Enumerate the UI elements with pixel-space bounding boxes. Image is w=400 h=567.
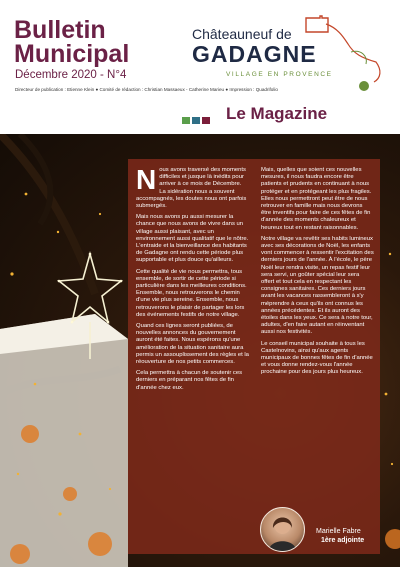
- paragraph: [136, 164, 249, 210]
- bulletin-title-line2: Municipal: [14, 40, 130, 68]
- author-role: 1ère adjointe: [321, 537, 365, 544]
- masthead: [0, 0, 400, 130]
- burgundy-square: [202, 117, 210, 124]
- paragraph-text: ous avons traversé des moments difficiles et jusque là inédits pour arriver à ce mois de Décembre. La sidération nous a souvent accompagnés, les doutes nous ont parfois submergés.: [136, 167, 247, 210]
- paragraph: Cela permettra à chacun de soutenir ces derniers en préparant nos fêtes de fin d'année chez eux.: [136, 370, 243, 391]
- bulletin-title-line1: Bulletin: [14, 16, 106, 44]
- paragraph: Mais nous avons pu aussi mesurer la chance que nous avons de vivre dans un village aussi plaisant, avec un environnement aussi qualitatif que le nôtre. L'entraide et la bienveillance des habitants de Gadagne ont rendu cette période plus supportable et plus douce qu'ailleurs.: [136, 214, 249, 264]
- teal-square: [192, 117, 200, 124]
- section-title: Le Magazine: [226, 104, 328, 123]
- green-square: [182, 117, 190, 124]
- paragraph: Notre village va revêtir ses habits lumineux avec ses décorations de Noël, les enfants vont commencer à ressentir l'excitation des derniers jours de l'année. À l'école, le père Noël leur rendra visite, un repas festif leur sera servi, un goûter spécial leur sera offert et tout cela en respectant les consignes sanitaires. Ces derniers jours avant les vacances rassembleront à s'y méprendre à ceux qu'ils ont connus les années précédentes. Et ils auront des étoiles dans les yeux. Ce sera à notre tour, adultes, d'en faire autant en réinventant aussi nos festivités.: [261, 235, 374, 336]
- bulletin-title: [14, 18, 129, 66]
- town-logo: [186, 14, 386, 92]
- article-column-right: [261, 167, 374, 381]
- paragraph: Cette qualité de vie nous permettra, tous ensemble, de sortir de cette période si particulière dans les meilleures conditions. Ensemble, nous retrouverons le chemin d'une vie plus sereine. Ensemble, nous retrouverons le plaisir de partager les lors des événements festifs de notre village.: [136, 268, 247, 318]
- drop-cap: N: [136, 164, 157, 195]
- town-tagline: VILLAGE EN PROVENCE: [226, 71, 333, 78]
- editorial-panel: [128, 159, 380, 554]
- issue-date: Décembre 2020 - N°4: [15, 69, 127, 81]
- author-avatar: [260, 507, 305, 552]
- town-name-line2: GADAGNE: [192, 41, 317, 67]
- author-name: Marielle Fabre: [316, 528, 361, 535]
- paragraph: Quand ces lignes seront publiées, de nouvelles annonces du gouvernement auront été faites. Nous espérons qu'une amélioration de la situation sanitaire aura permis un assouplissement des règles et la réouverture de nos petits commerces.: [136, 323, 249, 366]
- paragraph: Le conseil municipal souhaite à tous les Castelnovins, ainsi qu'aux agents municipaux de bonnes fêtes de fin d'année et vous donne rendez-vous l'année prochaine pour des jours plus heureux.: [261, 340, 373, 376]
- paragraph: Mais, quelles que soient ces nouvelles mesures, il nous faudra encore être patients et prudents en continuant à nous protéger et en protégeant les plus fragiles. Elles nous permettront peut être de nous retrouver en famille mais nous devrons être inventifs pour faire de ces fêtes de fin d'année des moments chaleureux et heureux tout en restant raisonnables.: [261, 167, 372, 231]
- publication-credits: Directeur de publication : Etienne Klein ● Comité de rédaction : Christian Massaeux - Catherine Marieu ● Impression : Quadrifolio: [15, 87, 278, 92]
- town-name-line1: Châteauneuf de: [192, 26, 292, 42]
- author-portrait-icon: [261, 508, 304, 551]
- section-color-squares: [182, 111, 212, 118]
- article-column-left: [136, 164, 249, 396]
- village-night-photo: [0, 134, 400, 567]
